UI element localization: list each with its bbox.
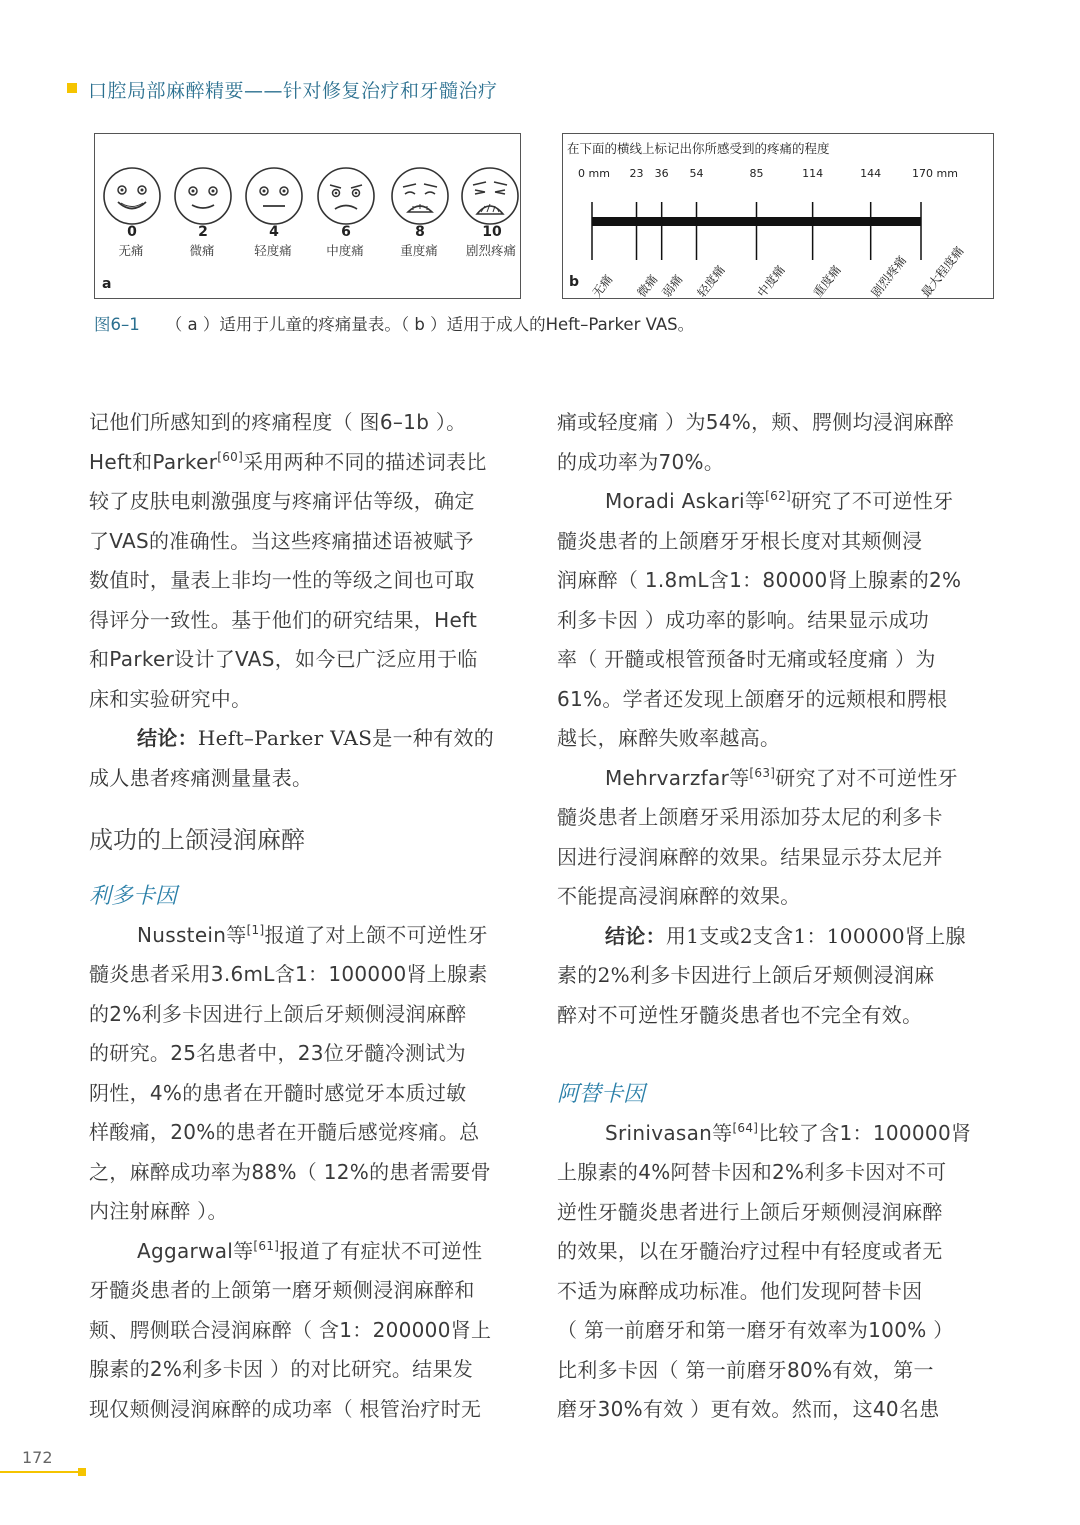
body-line: 利多卡因 ）成功率的影响。结果显示成功	[557, 608, 930, 632]
conclusion-line: 结论：用1支或2支含1：100000肾上腺	[605, 924, 966, 948]
body-line: 因进行浸润麻醉的效果。结果显示芬太尼并	[557, 845, 943, 869]
vas-tick-label: 114	[802, 167, 824, 180]
face-4-icon	[243, 165, 305, 227]
citation: [60]	[217, 450, 244, 464]
body-line: 数值时，量表上非均一性的等级之间也可取	[89, 568, 475, 592]
face-score: 0	[127, 224, 137, 240]
body-line: 痛或轻度痛 ）为54%，颊、腭侧均浸润麻醉	[557, 410, 955, 434]
body-line: 阴性，4%的患者在开髓时感觉牙本质过敏	[89, 1081, 467, 1105]
citation: [61]	[253, 1239, 280, 1253]
citation: [64]	[732, 1121, 759, 1135]
body-line: 样酸痛，20%的患者在开髓后感觉疼痛。总	[89, 1120, 480, 1144]
body-line: 越长，麻醉失败率越高。	[557, 726, 781, 750]
body-line: Nusstein等[1]报道了对上颌不可逆性牙	[137, 923, 488, 947]
vas-tick-label: 144	[860, 167, 882, 180]
footer-dot	[78, 1468, 86, 1476]
section-heading: 成功的上颌浸润麻醉	[89, 826, 305, 854]
panel-letter: b	[569, 274, 580, 290]
body-line: 不能提高浸润麻醉的效果。	[557, 884, 801, 908]
face-label: 无痛	[118, 243, 144, 258]
face-score: 4	[269, 224, 279, 240]
figure-caption-text: （ a ）适用于儿童的疼痛量表。（ b ）适用于成人的Heft–Parker VAS。	[165, 315, 695, 334]
body-line: 润麻醉（ 1.8mL含1：80000肾上腺素的2%	[557, 568, 962, 592]
vas-tick-label: 36	[654, 167, 669, 180]
body-line: 之，麻醉成功率为88%（ 12%的患者需要骨	[89, 1160, 491, 1184]
body-line: Aggarwal等[61]报道了有症状不可逆性	[137, 1239, 483, 1263]
face-label: 剧烈疼痛	[465, 243, 516, 258]
vas-tick-label: 23	[629, 167, 644, 180]
conclusion-label: 结论：	[605, 924, 666, 948]
vas-instruction: 在下面的横线上标记出你所感受到的疼痛的程度	[567, 141, 830, 156]
figure-panel-a	[94, 133, 521, 299]
body-line: 得评分一致性。基于他们的研究结果，Heft	[89, 608, 478, 632]
vas-descriptor: 微痛	[634, 272, 660, 300]
body-line: 记他们所感知到的疼痛程度（ 图6–1b ）。	[89, 410, 467, 434]
citation: [62]	[765, 489, 791, 503]
vas-descriptor: 中度痛	[754, 262, 788, 300]
conclusion-line: 结论：Heft–Parker VAS是一种有效的	[137, 726, 495, 750]
body-line: 现仅颊侧浸润麻醉的成功率（ 根管治疗时无	[89, 1397, 482, 1421]
running-header: 口腔局部麻醉精要——针对修复治疗和牙髓治疗	[88, 80, 498, 102]
body-line: 逆性牙髓炎患者进行上颌后牙颊侧浸润麻醉	[557, 1200, 943, 1224]
conclusion-line: 醉对不可逆性牙髓炎患者也不完全有效。	[557, 1003, 923, 1027]
conclusion-line: 素的2%利多卡因进行上颌后牙颊侧浸润麻	[557, 963, 935, 987]
body-line: 髓炎患者的上颌磨牙牙根长度对其颊侧浸	[557, 529, 923, 553]
citation: [1]	[246, 923, 265, 937]
body-line: 的2%利多卡因进行上颌后牙颊侧浸润麻醉	[89, 1002, 467, 1026]
vas-descriptor: 无痛	[589, 272, 616, 300]
face-score: 6	[341, 224, 351, 240]
body-line: 的成功率为70%。	[557, 450, 725, 474]
face-8-icon	[389, 165, 451, 227]
body-line: 比利多卡因（ 第一前磨牙80%有效，第一	[557, 1358, 934, 1382]
body-line: Srinivasan等[64]比较了含1：100000肾	[605, 1121, 972, 1145]
body-line: 较了皮肤电刺激强度与疼痛评估等级，确定	[89, 489, 475, 513]
body-line: Heft和Parker[60]采用两种不同的描述词表比	[89, 450, 487, 474]
body-line: 率（ 开髓或根管预备时无痛或轻度痛 ）为	[557, 647, 936, 671]
citation: [63]	[749, 766, 776, 780]
vas-descriptor: 最大程度痛	[918, 243, 967, 300]
body-line: 和Parker设计了VAS，如今已广泛应用于临	[89, 647, 478, 671]
body-line: 了VAS的准确性。当这些疼痛描述语被赋予	[89, 529, 474, 553]
vas-tick-label: 0 mm	[578, 167, 610, 180]
face-0-icon	[101, 165, 163, 227]
body-line: Mehrvarzfar等[63]研究了对不可逆性牙	[605, 766, 958, 790]
body-line: 颊、腭侧联合浸润麻醉（ 含1：200000肾上	[89, 1318, 492, 1342]
vas-tick-label: 54	[689, 167, 704, 180]
face-score: 2	[198, 224, 208, 240]
body-line: 内注射麻醉 ）。	[89, 1199, 228, 1223]
body-line: 不适为麻醉成功标准。他们发现阿替卡因	[557, 1279, 923, 1303]
subsection-heading: 阿替卡因	[557, 1082, 646, 1107]
panel-letter: a	[102, 276, 112, 292]
footer-rule	[0, 1471, 80, 1473]
body-line: （ 第一前磨牙和第一磨牙有效率为100% ）	[557, 1318, 954, 1342]
face-label: 中度痛	[326, 243, 364, 258]
body-line: 腺素的2%利多卡因 ）的对比研究。结果发	[89, 1357, 474, 1381]
body-line: 磨牙30%有效 ）更有效。然而，这40名患	[557, 1397, 940, 1421]
face-2-icon	[172, 165, 234, 227]
face-6-icon	[315, 165, 377, 227]
body-line: 61%。学者还发现上颌磨牙的远颊根和腭根	[557, 687, 948, 711]
body-line: 牙髓炎患者的上颌第一磨牙颊侧浸润麻醉和	[89, 1278, 475, 1302]
vas-descriptor: 弱痛	[659, 272, 686, 300]
face-10-icon	[459, 165, 521, 227]
face-score: 8	[415, 224, 425, 240]
vas-tick-label: 85	[749, 167, 764, 180]
figure-label: 图6–1	[94, 315, 140, 334]
body-line: Moradi Askari等[62]研究了不可逆性牙	[605, 489, 954, 513]
subsection-heading: 利多卡因	[89, 884, 178, 909]
conclusion-line: 成人患者疼痛测量量表。	[89, 766, 313, 790]
body-line: 上腺素的4%阿替卡因和2%利多卡因对不可	[557, 1160, 947, 1184]
face-score: 10	[482, 224, 502, 240]
page-number: 172	[22, 1448, 53, 1467]
body-line: 髓炎患者上颌磨牙采用添加芬太尼的利多卡	[557, 805, 943, 829]
face-label: 微痛	[189, 243, 215, 258]
vas-tick-label: 170 mm	[912, 167, 958, 180]
face-label: 重度痛	[400, 243, 438, 258]
vas-descriptor: 重度痛	[810, 262, 844, 300]
conclusion-label: 结论：	[137, 726, 198, 750]
body-line: 床和实验研究中。	[89, 687, 252, 711]
vas-descriptor: 剧烈疼痛	[868, 253, 909, 300]
body-line: 的研究。25名患者中，23位牙髓冷测试为	[89, 1041, 466, 1065]
vas-descriptor: 轻度痛	[694, 262, 728, 300]
figure-caption	[94, 311, 694, 335]
body-line: 髓炎患者采用3.6mL含1：100000肾上腺素	[89, 962, 488, 986]
face-label: 轻度痛	[254, 243, 292, 258]
body-line: 的效果，以在牙髓治疗过程中有轻度或者无	[557, 1239, 943, 1263]
header-marker	[67, 83, 77, 93]
figure-panel-b	[562, 133, 994, 299]
